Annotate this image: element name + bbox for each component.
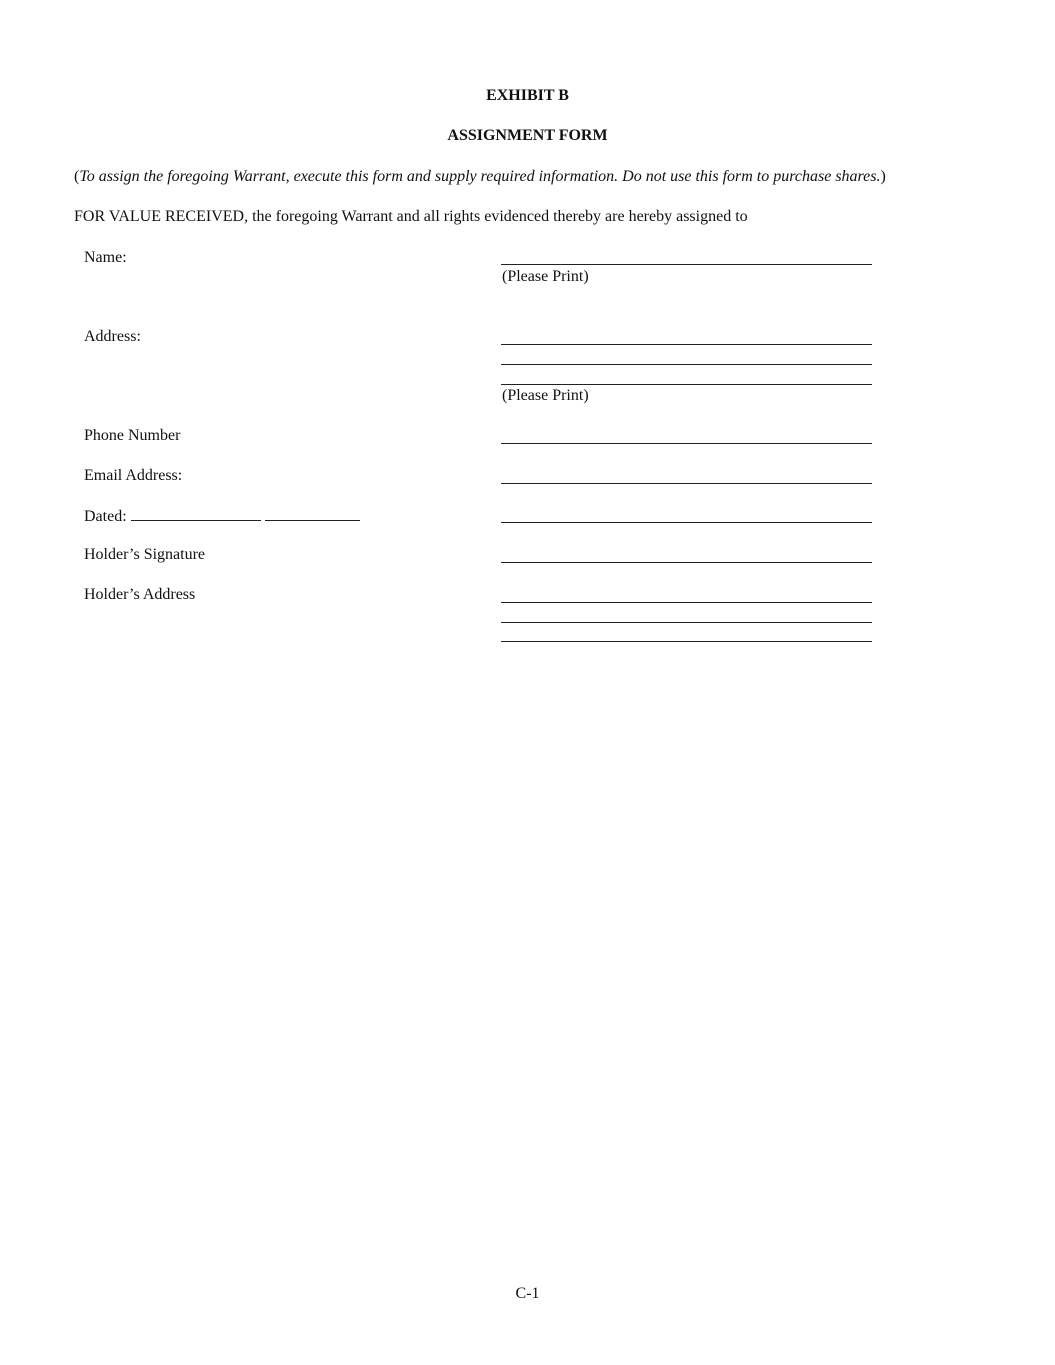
name-label: Name: xyxy=(84,249,127,266)
form-title: ASSIGNMENT FORM xyxy=(447,127,608,144)
name-line[interactable] xyxy=(501,264,872,265)
dated-label: Dated: xyxy=(84,508,127,525)
assignment-statement: FOR VALUE RECEIVED, the foregoing Warrant and all rights evidenced thereby are hereby assigned to xyxy=(74,208,748,225)
holder-address-label: Holder’s Address xyxy=(84,586,196,603)
exhibit-title: EXHIBIT B xyxy=(486,87,569,104)
instruction-close-paren: ) xyxy=(880,168,886,185)
email-label: Email Address: xyxy=(84,467,183,484)
instruction-body: To assign the foregoing Warrant, execute this form and supply required information. Do not use this form to purchase shares. xyxy=(79,168,881,185)
dated-blank-1[interactable] xyxy=(131,506,261,521)
address-label: Address: xyxy=(84,328,141,345)
instruction-open-paren: ( xyxy=(74,168,80,185)
holder-signature-label: Holder’s Signature xyxy=(84,546,206,563)
email-line[interactable] xyxy=(501,483,872,484)
address-line-2[interactable] xyxy=(501,364,872,365)
dated-row xyxy=(84,506,360,527)
holder-address-line-3[interactable] xyxy=(501,641,872,642)
address-please-print: (Please Print) xyxy=(502,387,589,404)
address-line-1[interactable] xyxy=(501,344,872,345)
holder-signature-line[interactable] xyxy=(501,562,872,563)
address-line-3[interactable] xyxy=(501,384,872,385)
dated-line[interactable] xyxy=(501,522,872,523)
phone-line[interactable] xyxy=(501,443,872,444)
page-number: C-1 xyxy=(515,1285,540,1302)
name-please-print: (Please Print) xyxy=(502,268,589,285)
dated-blank-2[interactable] xyxy=(265,506,360,521)
holder-address-line-2[interactable] xyxy=(501,622,872,623)
instruction-text xyxy=(74,167,886,187)
phone-label: Phone Number xyxy=(84,427,181,444)
holder-address-line-1[interactable] xyxy=(501,602,872,603)
